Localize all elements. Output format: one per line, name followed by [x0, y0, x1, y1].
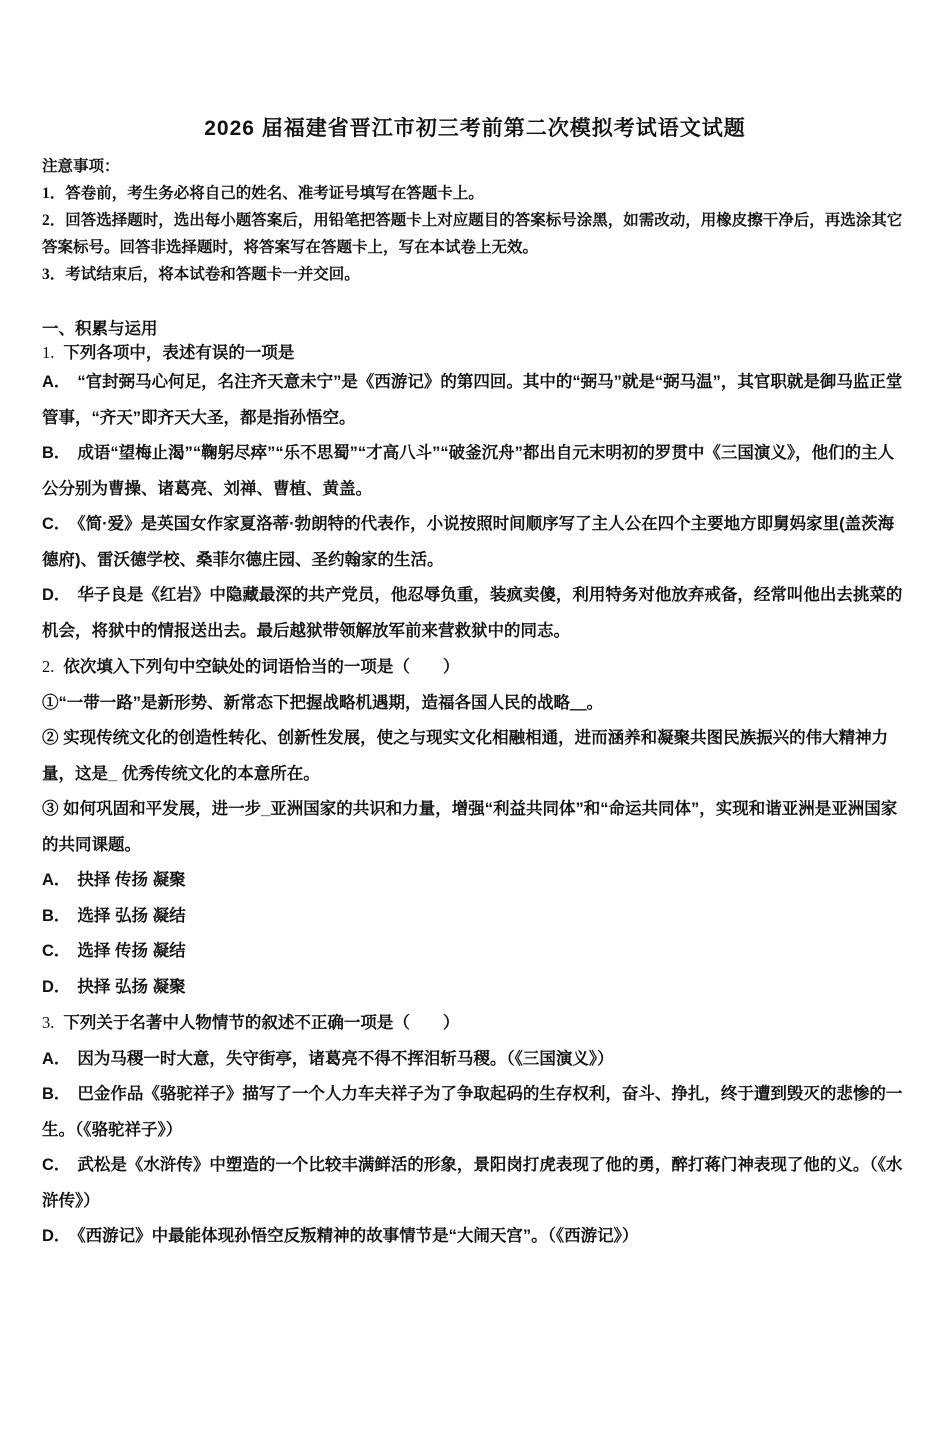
question-2-subitem-2: ② 实现传统文化的创造性转化、创新性发展，使之与现实文化相融相通，进而涵养和凝聚共图民族振兴的伟大精神力量，这是_ 优秀传统文化的本意所在。 [42, 729, 889, 783]
option-text: 抉择 传扬 凝聚 [77, 871, 186, 889]
question-2-option-a [42, 863, 908, 899]
question-2-option-c [42, 934, 908, 970]
option-text: 抉择 弘扬 凝聚 [77, 977, 186, 996]
question-1-stem [42, 341, 908, 365]
option-label: D． [42, 977, 71, 996]
option-label: A． [42, 373, 71, 391]
option-label: A． [42, 1049, 71, 1068]
option-text: 因为马稷一时大意，失守街亭，诸葛亮不得不挥泪斩马稷。（《三国演义》） [77, 1049, 614, 1068]
question-2-option-b [42, 899, 908, 935]
question-1-stem-text: 下列各项中，表述有误的一项是 [63, 344, 295, 362]
option-label: C． [42, 1156, 71, 1174]
question-3-option-b [42, 1077, 908, 1148]
question-1-option-c [42, 507, 908, 578]
question-2-subitem-3: ③ 如何巩固和平发展，进一步_亚洲国家的共识和力量，增强“利益共同体”和“命运共同体”，实现和谐亚洲是亚洲国家的共同课题。 [42, 800, 898, 854]
page-title: 2026 届福建省晋江市初三考前第二次模拟考试语文试题 [204, 117, 746, 140]
notice-item-1: 1．答卷前，考生务必将自己的姓名、准考证号填写在答题卡上。 [42, 185, 484, 202]
option-text: 选择 传扬 凝结 [77, 942, 186, 960]
option-text: 华子良是《红岩》中隐藏最深的共产党员，他忍辱负重，装疯卖傻，利用特务对他放弃戒备，经常叫他出去挑菜的机会，将狱中的情报送出去。最后越狱带领解放军前来营救狱中的同志。 [42, 586, 903, 640]
exam-paper-page [0, 112, 950, 1456]
question-2-stem-text: 依次填入下列句中空缺处的词语恰当的一项是（ ） [63, 658, 460, 676]
question-1-option-a [42, 365, 908, 436]
question-2-option-d [42, 970, 908, 1006]
question-1-option-b [42, 436, 908, 507]
option-text: 选择 弘扬 凝结 [77, 906, 186, 925]
notice-item-2: 2．回答选择题时，选出每小题答案后，用铅笔把答题卡上对应题目的答案标号涂黑，如需改动，用橡皮擦干净后，再选涂其它答案标号。回答非选择题时，将答案写在答题卡上，写在本试卷上无效。 [42, 212, 903, 256]
notice-section [42, 153, 908, 288]
question-3-stem-text: 下列关于名著中人物情节的叙述不正确一项是（ ） [63, 1014, 460, 1032]
option-label: B． [42, 444, 71, 462]
question-body [42, 318, 908, 1255]
question-2-number: 2. [42, 657, 55, 676]
option-text: 成语“望梅止渴”“鞠躬尽瘁”“乐不思蜀”“才高八斗”“破釜沉舟”都出自元末明初的罗贯中《三国演义》，他们的主人公分别为曹操、诸葛亮、刘禅、曹植、黄盖。 [42, 444, 895, 498]
question-1-number: 1. [42, 343, 55, 362]
notice-heading: 注意事项： [42, 158, 120, 175]
question-2-subitem-1: ①“一带一路”是新形势、新常态下把握战略机遇期，造福各国人民的战略＿。 [42, 693, 603, 712]
option-label: C． [42, 515, 71, 533]
question-3-option-a [42, 1042, 908, 1078]
question-3-option-c [42, 1148, 908, 1219]
question-3-option-d [42, 1219, 908, 1255]
question-1-option-d [42, 578, 908, 649]
question-3-number: 3. [42, 1013, 55, 1032]
option-text: 《简·爱》是英国女作家夏洛蒂·勃朗特的代表作，小说按照时间顺序写了主人公在四个主要地方即舅妈家里(盖茨海德府)、雷沃德学校、桑菲尔德庄园、圣约翰家的生活。 [42, 515, 895, 569]
option-label: B． [42, 1085, 71, 1103]
option-text: 武松是《水浒传》中塑造的一个比较丰满鲜活的形象，景阳岗打虎表现了他的勇，醉打蒋门神表现了他的义。（《水浒传》） [42, 1156, 903, 1210]
option-text: 巴金作品《骆驼祥子》描写了一个人力车夫祥子为了争取起码的生存权利，奋斗、挣扎，终于遭到毁灭的悲惨的一生。（《骆驼祥子》） [42, 1085, 903, 1139]
option-label: A． [42, 871, 71, 889]
option-label: D． [42, 1227, 71, 1245]
question-2-stem [42, 649, 908, 686]
option-text: 《西游记》中最能体现孙悟空反叛精神的故事情节是“大闹天宫”。（《西游记》） [77, 1227, 639, 1245]
notice-item-3: 3．考试结束后，将本试卷和答题卡一并交回。 [42, 266, 360, 283]
option-label: D． [42, 586, 71, 604]
option-label: C． [42, 942, 71, 960]
section-title: 一、积累与运用 [42, 320, 158, 338]
question-3-stem [42, 1005, 908, 1042]
option-text: “官封弼马心何足，名注齐天意未宁”是《西游记》的第四回。其中的“弼马”就是“弼马温”，其官职就是御马监正堂管事，“齐天”即齐天大圣，都是指孙悟空。 [42, 373, 903, 427]
option-label: B． [42, 906, 71, 925]
